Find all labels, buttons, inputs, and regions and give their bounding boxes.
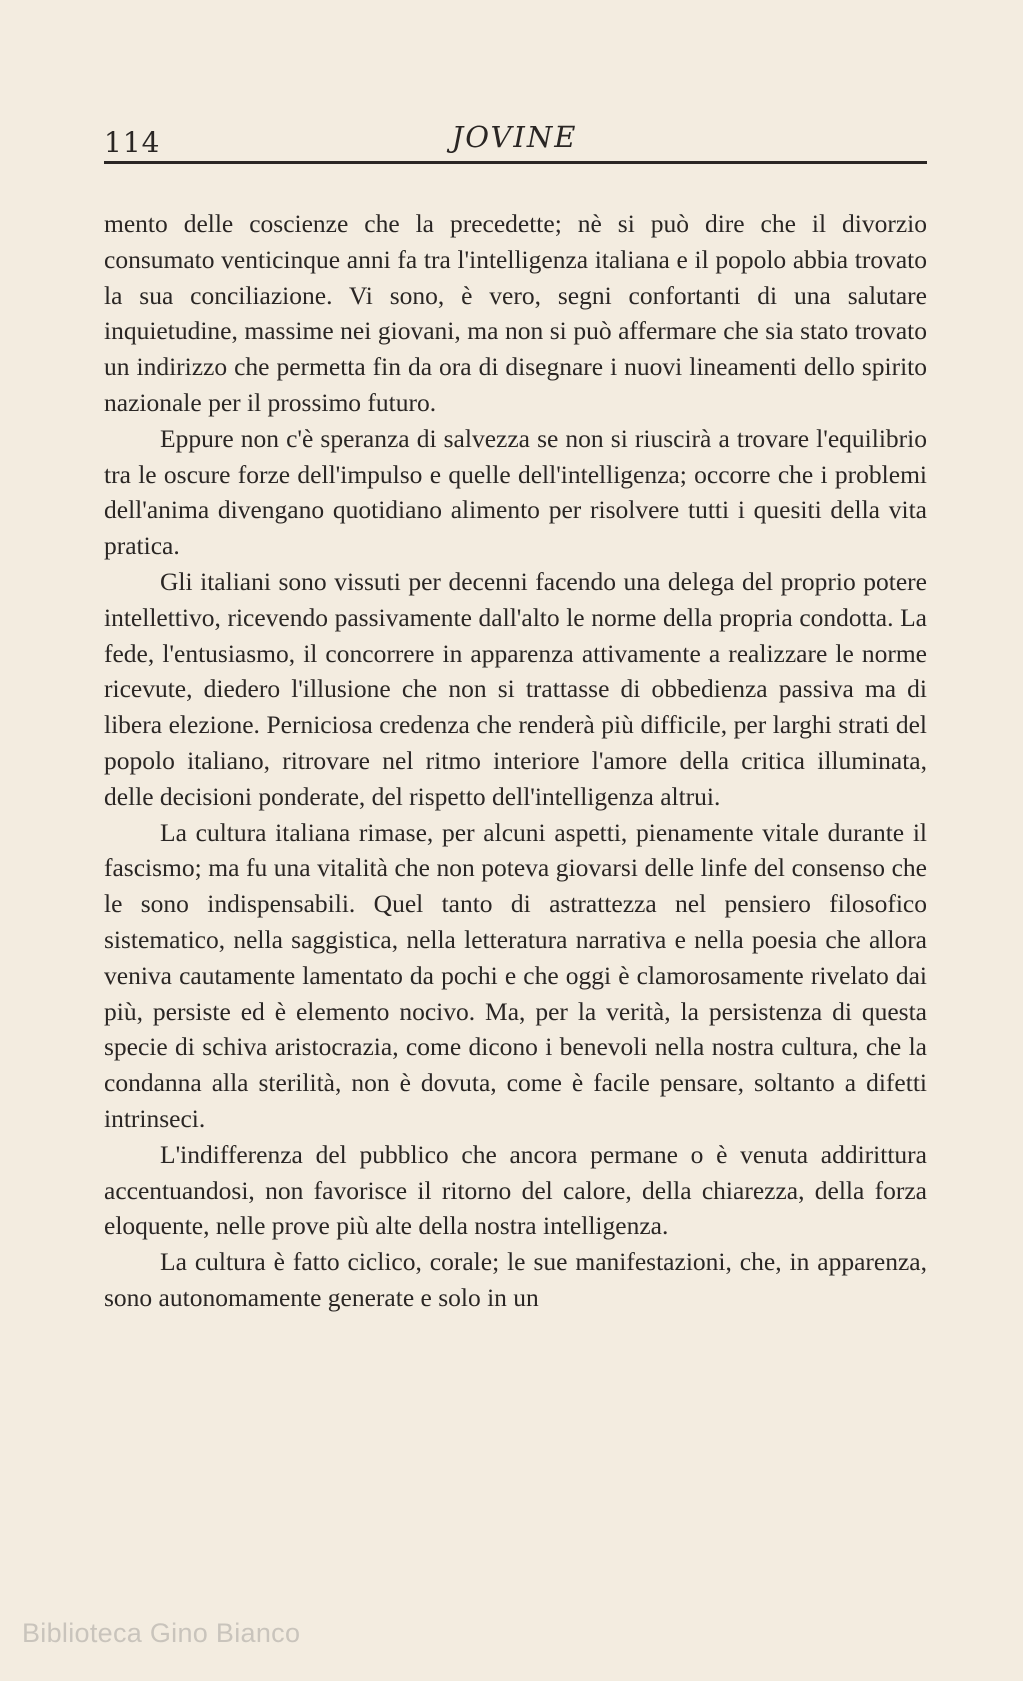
page-number: 114 bbox=[104, 126, 161, 159]
paragraph-4: La cultura italiana rimase, per alcuni aspetti, pienamente vitale durante il fascismo; ma fu una vitalità che non poteva giovarsi delle linfe del consenso che le sono indispensabili. Quel tanto di astrattezza nel pensiero filosofico sistematico, nella saggistica, nella letteratura narrativa e nella poesia che allora veniva cautamente lamentato da pochi e che oggi è clamorosamente rivelato dai più, persiste ed è elemento nocivo. Ma, per la verità, la persistenza di questa specie di schiva aristocrazia, come dicono i benevoli nella nostra cultura, che la condanna alla sterilità, non è dovuta, come è facile pensare, soltanto a difetti intrinseci. bbox=[104, 817, 927, 1133]
paragraph-2: Eppure non c'è speranza di salvezza se non si riuscirà a trovare l'equilibrio tra le oscure forze dell'impulso e quelle dell'intelligenza; occorre che i problemi dell'anima divengano quotidiano alimento per risolvere tutti i quesiti della vita pratica. bbox=[104, 423, 927, 561]
page-header bbox=[104, 118, 925, 162]
paragraph-5: L'indifferenza del pubblico che ancora permane o è venuta addirittura accentuandosi, non favorisce il ritorno del calore, della chiarezza, della forza eloquente, nelle prove più alte della nostra intelligenza. bbox=[104, 1139, 927, 1241]
paragraph-1: mento delle coscienze che la precedette; nè si può dire che il divorzio consumato venticinque anni fa tra l'intelligenza italiana e il popolo abbia trovato la sua conciliazione. Vi sono, è vero, segni confortanti di una salutare inquietudine, massime nei giovani, ma non si può affermare che sia stato trovato un indirizzo che permetta fin da ora di disegnare i nuovi lineamenti dello spirito nazionale per il prossimo futuro. bbox=[104, 209, 927, 417]
library-watermark: Biblioteca Gino Bianco bbox=[22, 1618, 301, 1648]
body-text bbox=[104, 206, 927, 1316]
paragraph-3: Gli italiani sono vissuti per decenni facendo una delega del proprio potere intellettivo, ricevendo passivamente dall'alto le norme della propria condotta. La fede, l'entusiasmo, il concorrere in apparenza attivamente a realizzare le norme ricevute, diedero l'illusione che non si trattasse di obbedienza passiva ma di libera elezione. Perniciosa credenza che renderà più difficile, per larghi strati del popolo italiano, ritrovare nel ritmo interiore l'amore della critica illuminata, delle decisioni ponderate, del rispetto dell'intelligenza altrui. bbox=[104, 566, 927, 811]
header-rule bbox=[104, 161, 927, 164]
paragraph-6: La cultura è fatto ciclico, corale; le sue manifestazioni, che, in apparenza, sono autonomamente generate e solo in un bbox=[104, 1247, 927, 1312]
running-head: JOVINE bbox=[451, 120, 578, 154]
